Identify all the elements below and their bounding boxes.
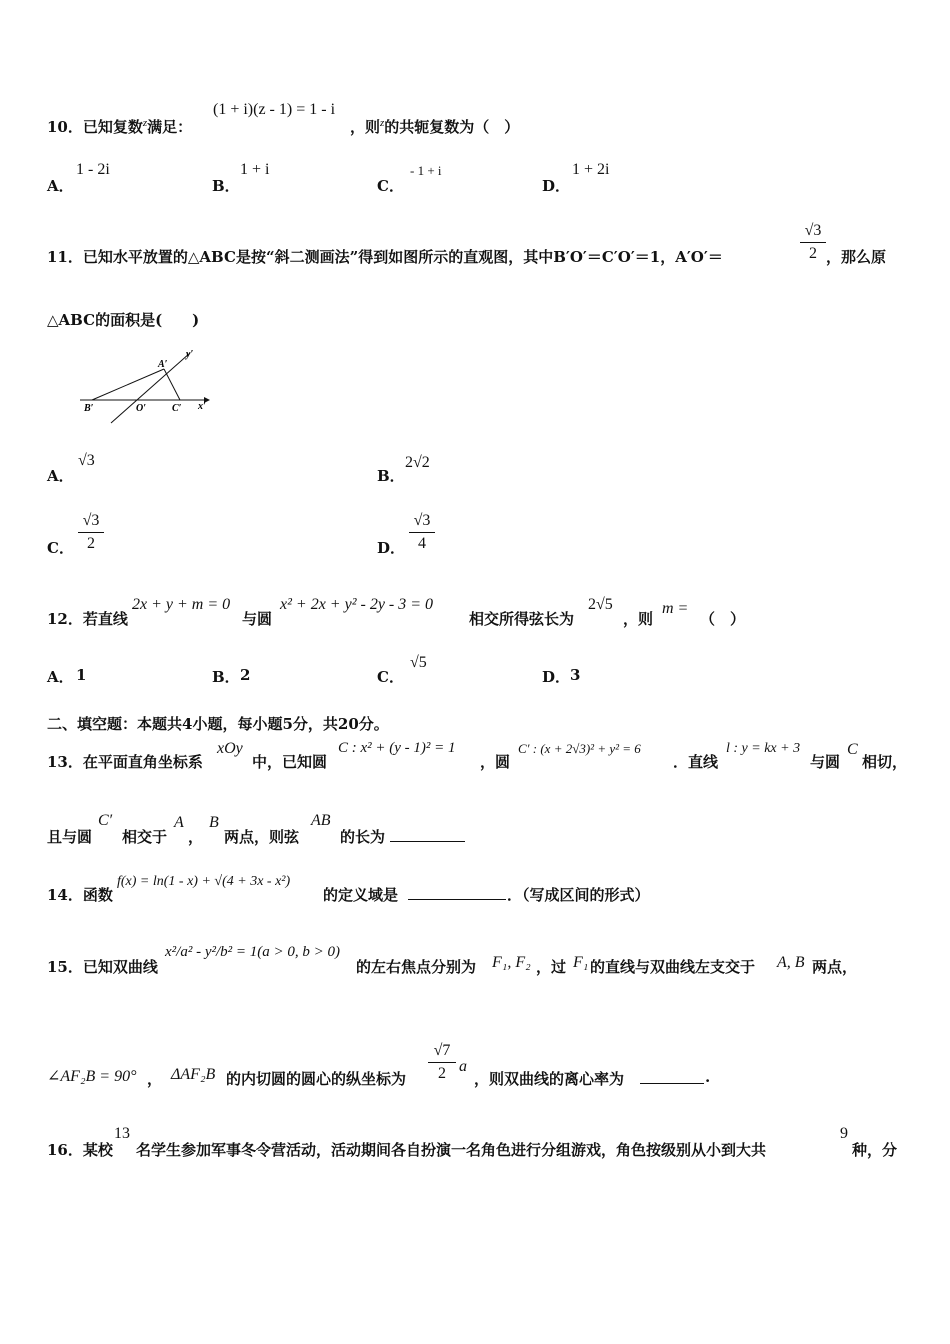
q15-stem-h: ，则双曲线的离心率为 — [474, 1070, 625, 1088]
q16-number-9: 9 — [840, 1125, 848, 1142]
q13-stem-k: 的长为 — [340, 828, 386, 846]
q12-option-b-value: 2 — [240, 666, 251, 684]
q13-stem-f: 相切， — [862, 753, 908, 771]
q11-option-d-fraction — [409, 512, 435, 553]
q11-frac-num: √3 — [804, 222, 822, 239]
q13-stem-i: ， — [188, 828, 204, 846]
q13-answer-blank[interactable] — [390, 826, 465, 842]
q13-stem-h: 相交于 — [122, 828, 168, 846]
q14-answer-blank[interactable] — [408, 884, 506, 900]
q15-stem-d: 的直线与双曲线左支交于 — [590, 958, 756, 976]
q13-line-l: l : y = kx + 3 — [726, 741, 801, 756]
q11-stem-line2: △ABC的面积是( ) — [47, 311, 200, 329]
q15-triangle: ΔAF₂B — [171, 1066, 216, 1083]
oblique-projection-figure — [78, 345, 218, 427]
q15-angle: ∠AF₂B = 90° — [47, 1068, 137, 1085]
q11-option-c-fraction — [78, 512, 104, 553]
q10-option-c-label[interactable]: C． — [377, 177, 404, 195]
q13-stem-e: 与圆 — [810, 753, 841, 771]
q15-stem: 15．已知双曲线 — [47, 958, 158, 976]
q11-fraction — [800, 222, 826, 263]
q15-stem-e: 两点， — [812, 958, 858, 976]
q11-frac-den: 2 — [809, 245, 817, 262]
q15-f1: F₁ — [573, 954, 589, 971]
q11-option-a-value: √3 — [78, 452, 95, 469]
q13-var-c: C — [847, 741, 858, 758]
q10-option-d-label[interactable]: D． — [542, 177, 571, 195]
q15-fraction — [428, 1042, 456, 1083]
q10-stem-tail: ，则$^z$的共轭复数为（ ） — [350, 117, 520, 136]
q11-stem-tail: ，那么原 — [826, 248, 887, 266]
q11-option-c-label[interactable]: C． — [47, 539, 74, 557]
q13-stem-b: 中，已知圆 — [252, 753, 328, 771]
q16-number-13: 13 — [114, 1125, 130, 1142]
q13-stem-d: ．直线 — [673, 753, 719, 771]
q14-stem: 14．函数 — [47, 886, 113, 904]
q10-option-c-value: - 1 + i — [410, 163, 442, 178]
q11-option-c-num: √3 — [82, 512, 100, 529]
figure-label-x: x′ — [198, 401, 206, 412]
q12-option-a-label[interactable]: A． — [47, 668, 74, 686]
q14-stem-b: 的定义域是 — [323, 886, 399, 904]
q11-option-d-num: √3 — [413, 512, 431, 529]
q10-option-b-value: 1 + i — [240, 161, 270, 178]
q11-option-d-den: 4 — [418, 535, 426, 552]
q13-circle-c-prime: C′ : (x + 2√3)² + y² = 6 — [518, 741, 641, 756]
q13-var-c-prime: C′ — [98, 812, 113, 829]
q12-option-c-value: √5 — [410, 654, 427, 671]
q13-stem-c: ，圆 — [480, 753, 511, 771]
q15-frac-num: √7 — [433, 1042, 451, 1059]
q12-option-a-value: 1 — [76, 666, 87, 684]
q15-stem-c: ，过 — [536, 958, 567, 976]
q10-equation: (1 + i)(z - 1) = 1 - i — [213, 101, 336, 118]
figure-label-b: B′ — [84, 403, 94, 414]
section-title-fill-in: 二、填空题：本题共4小题，每小题5分，共20分。 — [47, 715, 389, 733]
q12-line-equation: 2x + y + m = 0 — [132, 596, 231, 613]
q15-stem-f: ， — [147, 1070, 163, 1088]
q12-stem-b: 与圆 — [242, 610, 273, 628]
q13-var-a: A — [174, 814, 184, 831]
q11-stem: 11．已知水平放置的△ABC是按“斜二测画法”得到如图所示的直观图，其中B′O′＝C′O′＝1，A′O′＝ — [47, 248, 723, 266]
q11-option-a-label[interactable]: A． — [47, 467, 74, 485]
q10-option-a-value: 1 - 2i — [76, 161, 110, 178]
q15-foci: F₁, F₂ — [492, 954, 531, 971]
q13-var-b: B — [209, 814, 219, 831]
q13-coord-system: xOy — [217, 740, 243, 757]
q15-var-a: a — [459, 1058, 467, 1075]
q13-stem-g: 且与圆 — [47, 828, 93, 846]
q11-option-d-label[interactable]: D． — [377, 539, 406, 557]
q14-stem-c: ．（写成区间的形式） — [507, 886, 650, 904]
q15-frac-den: 2 — [438, 1065, 446, 1082]
q12-option-d-label[interactable]: D． — [542, 668, 571, 686]
q10-option-b-label[interactable]: B． — [212, 177, 240, 195]
q12-ask: m = — [662, 600, 689, 617]
q16-stem-b: 名学生参加军事冬令营活动，活动期间各自扮演一名角色进行分组游戏，角色按级别从小到大共 — [136, 1141, 767, 1159]
q10-option-a-label[interactable]: A． — [47, 177, 74, 195]
q12-stem-c: 相交所得弦长为 — [469, 610, 575, 628]
q16-stem-c: 种，分 — [852, 1141, 898, 1159]
q12-option-b-label[interactable]: B． — [212, 668, 240, 686]
q12-chord-length: 2√5 — [588, 596, 613, 613]
q11-option-c-den: 2 — [87, 535, 95, 552]
q15-stem-g: 的内切圆的圆心的纵坐标为 — [226, 1070, 407, 1088]
q12-option-d-value: 3 — [570, 666, 581, 684]
figure-label-c: C′ — [172, 403, 182, 414]
q14-function: f(x) = ln(1 - x) + √(4 + 3x - x²) — [117, 874, 291, 889]
q13-circle-c: C : x² + (y - 1)² = 1 — [338, 740, 456, 756]
q16-stem: 16．某校 — [47, 1141, 113, 1159]
q10-stem: 10．已知复数$^z$满足： — [47, 117, 193, 136]
figure-label-a: A′ — [158, 359, 168, 370]
q15-stem-b: 的左右焦点分别为 — [356, 958, 477, 976]
q15-stem-i: . — [705, 1068, 711, 1086]
q12-circle-equation: x² + 2x + y² - 2y - 3 = 0 — [280, 596, 434, 613]
q15-answer-blank[interactable] — [640, 1068, 704, 1084]
q12-stem: 12．若直线 — [47, 610, 128, 628]
q10-option-d-value: 1 + 2i — [572, 161, 610, 178]
q12-stem-e: （ ） — [700, 610, 746, 628]
q13-stem-j: 两点，则弦 — [224, 828, 300, 846]
figure-label-o: O′ — [136, 403, 147, 414]
q12-stem-d: ，则 — [623, 610, 654, 628]
q13-stem: 13．在平面直角坐标系 — [47, 753, 203, 771]
figure-label-y: y′ — [186, 349, 194, 360]
q15-ab: A, B — [777, 954, 805, 971]
q15-hyperbola: x²/a² - y²/b² = 1(a > 0, b > 0) — [165, 944, 340, 960]
q11-option-b-label[interactable]: B． — [377, 467, 405, 485]
q11-option-b-value: 2√2 — [405, 454, 430, 471]
q13-var-ab: AB — [311, 812, 331, 829]
q12-option-c-label[interactable]: C． — [377, 668, 404, 686]
